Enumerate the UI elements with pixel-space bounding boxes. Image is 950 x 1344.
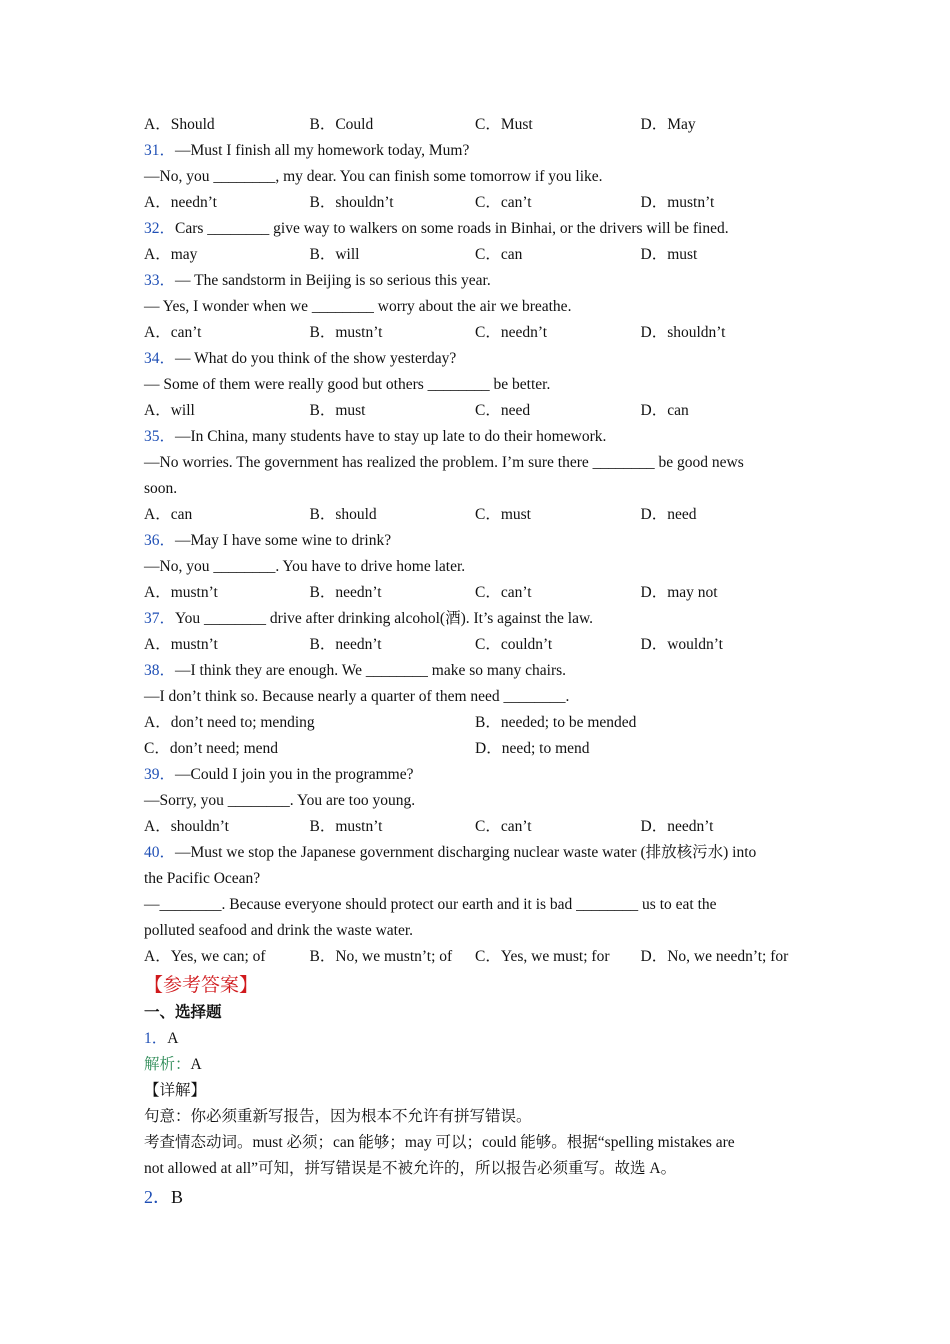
question-text: — What do you think of the show yesterday?: [175, 350, 457, 367]
analysis-label: 解析：: [144, 1056, 191, 1073]
option-c: C．need: [475, 402, 531, 419]
option-b: B．should: [309, 506, 377, 523]
option-d: D．shouldn’t: [640, 324, 726, 341]
answer-number: 1．: [144, 1030, 168, 1047]
question-number: 37．: [144, 610, 176, 627]
option-b: B．needn’t: [309, 636, 382, 653]
option-b: B．must: [309, 402, 366, 419]
option-c: C．couldn’t: [475, 636, 553, 653]
answer-value: B: [171, 1187, 184, 1207]
question-number: 35．: [144, 428, 176, 445]
question-text: —I think they are enough. We ________ make so many chairs.: [175, 662, 567, 679]
question-options: [144, 190, 814, 216]
option-b: B．shouldn’t: [309, 194, 394, 211]
question-options: [144, 580, 814, 606]
answer-1: [144, 1026, 814, 1052]
explanation-line: 考查情态动词。must 必须；can 能够；may 可以；could 能够。根据“spelling mistakes are: [144, 1134, 735, 1151]
question-options: [144, 736, 814, 762]
option-b: B．mustn’t: [309, 818, 383, 835]
question-text: — Yes, I wonder when we ________ worry about the air we breathe.: [144, 298, 572, 315]
question-number: 33．: [144, 272, 176, 289]
option-d: D．must: [640, 246, 698, 263]
answer-key-header: 【参考答案】: [144, 975, 259, 996]
option-b: B．needed; to be mended: [475, 714, 637, 731]
question-text: —Sorry, you ________. You are too young.: [144, 792, 416, 809]
option-a: A．Yes, we can; of: [144, 948, 266, 965]
question-text: You ________ drive after drinking alcohol(酒). It’s against the law.: [175, 610, 594, 627]
option-b: B．No, we mustn’t; of: [309, 948, 453, 965]
question-text: —No, you ________, my dear. You can finish some tomorrow if you like.: [144, 168, 603, 185]
option-d: D．may not: [640, 584, 718, 601]
question-38: [144, 658, 814, 762]
question-text: —No worries. The government has realized the problem. I’m sure there ________ be good news: [144, 454, 744, 471]
q30-options: [144, 112, 814, 138]
question-options: [144, 242, 814, 268]
question-text: —I don’t think so. Because nearly a quarter of them need ________.: [144, 688, 570, 705]
question-33: [144, 268, 814, 346]
question-40: [144, 840, 814, 970]
option-a: A．can’t: [144, 324, 202, 341]
question-text: — Some of them were really good but others ________ be better.: [144, 376, 551, 393]
option-c: C．must: [475, 506, 531, 523]
option-d: D．No, we needn’t; for: [640, 948, 789, 965]
option-d: D．wouldn’t: [640, 636, 723, 653]
question-number: 36．: [144, 532, 176, 549]
option-c: C．can’t: [475, 194, 532, 211]
option-a: A．don’t need to; mending: [144, 714, 315, 731]
question-text: Cars ________ give way to walkers on some roads in Binhai, or the drivers will be fined.: [175, 220, 729, 237]
question-number: 38．: [144, 662, 176, 679]
question-number: 40．: [144, 844, 176, 861]
detail-label: 【详解】: [144, 1082, 207, 1099]
option-b: B．needn’t: [309, 584, 382, 601]
analysis-value: A: [190, 1056, 202, 1073]
question-options: [144, 632, 814, 658]
option-d: D．May: [640, 116, 696, 133]
document-content: [144, 112, 814, 1212]
question-text: —________. Because everyone should protect our earth and it is bad ________ us to eat the: [144, 896, 717, 913]
section-title: 一、选择题: [144, 1004, 222, 1021]
question-text: —In China, many students have to stay up late to do their homework.: [175, 428, 607, 445]
question-text: — The sandstorm in Beijing is so serious this year.: [175, 272, 491, 289]
option-a: A．may: [144, 246, 198, 263]
question-text: —Must we stop the Japanese government discharging nuclear waste water (排放核污水) into: [175, 844, 757, 861]
answer-number: 2．: [144, 1187, 171, 1207]
option-a: A．shouldn’t: [144, 818, 229, 835]
option-a: A．will: [144, 402, 195, 419]
option-b: B．mustn’t: [309, 324, 383, 341]
question-number: 39．: [144, 766, 176, 783]
option-d: D．can: [640, 402, 689, 419]
question-35: [144, 424, 814, 528]
option-a: A．can: [144, 506, 193, 523]
question-text: —Could I join you in the programme?: [175, 766, 414, 783]
option-d: D．need; to mend: [475, 740, 590, 757]
question-number: 31．: [144, 142, 176, 159]
answer-2: [144, 1182, 814, 1212]
question-37: [144, 606, 814, 658]
question-34: [144, 346, 814, 424]
question-text: the Pacific Ocean?: [144, 870, 261, 887]
option-b: B．Could: [309, 116, 374, 133]
question-number: 32．: [144, 220, 176, 237]
option-a: A．Should: [144, 116, 215, 133]
question-number: 34．: [144, 350, 176, 367]
explanation-line: 句意：你必须重新写报告，因为根本不允许有拼写错误。: [144, 1108, 532, 1125]
option-a: A．mustn’t: [144, 636, 218, 653]
question-text: —May I have some wine to drink?: [175, 532, 392, 549]
option-d: D．mustn’t: [640, 194, 715, 211]
question-options: [144, 502, 814, 528]
option-c: C．Must: [475, 116, 533, 133]
explanation-line: not allowed at all”可知，拼写错误是不被允许的，所以报告必须重写。故选 A。: [144, 1160, 677, 1177]
option-c: C．don’t need; mend: [144, 740, 279, 757]
question-text: —No, you ________. You have to drive home later.: [144, 558, 466, 575]
option-c: C．can’t: [475, 818, 532, 835]
question-39: [144, 762, 814, 840]
option-c: C．needn’t: [475, 324, 548, 341]
question-options: [144, 320, 814, 346]
question-text: —Must I finish all my homework today, Mum?: [175, 142, 470, 159]
analysis-line: [144, 1052, 814, 1078]
option-c: C．can: [475, 246, 523, 263]
option-c: C．can’t: [475, 584, 532, 601]
question-text: soon.: [144, 480, 178, 497]
option-d: D．needn’t: [640, 818, 714, 835]
option-a: A．needn’t: [144, 194, 217, 211]
option-b: B．will: [309, 246, 360, 263]
option-a: A．mustn’t: [144, 584, 218, 601]
question-options: [144, 398, 814, 424]
question-text: polluted seafood and drink the waste water.: [144, 922, 414, 939]
question-options: [144, 710, 814, 736]
question-36: [144, 528, 814, 606]
question-options: [144, 814, 814, 840]
question-32: [144, 216, 814, 268]
question-31: [144, 138, 814, 216]
option-c: C．Yes, we must; for: [475, 948, 610, 965]
answer-value: A: [167, 1030, 179, 1047]
option-d: D．need: [640, 506, 697, 523]
question-options: [144, 944, 814, 970]
